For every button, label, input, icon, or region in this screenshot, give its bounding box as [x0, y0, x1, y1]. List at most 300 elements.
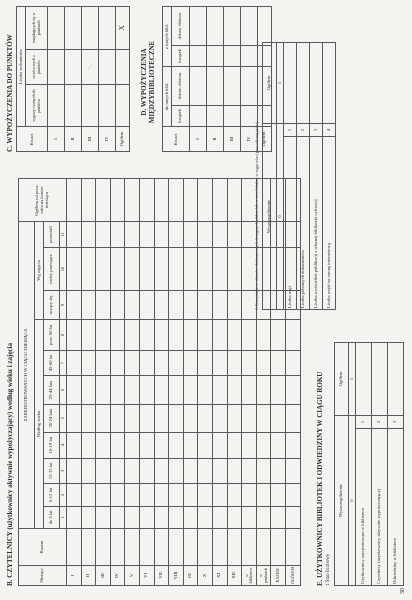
value-cell[interactable] [256, 350, 271, 376]
value-cell[interactable] [183, 222, 198, 248]
value-cell[interactable] [242, 506, 257, 528]
value-cell[interactable] [183, 179, 198, 222]
value-cell[interactable] [242, 320, 257, 351]
value-cell[interactable] [285, 484, 300, 507]
value-cell[interactable] [169, 376, 184, 404]
value-cell[interactable] [65, 7, 82, 50]
value-cell[interactable] [227, 484, 242, 507]
value-cell[interactable] [67, 222, 82, 248]
row-label: Liczba wyświetleń publikacji z własnej biblioteki cyfrowej [310, 137, 323, 310]
col-index: 11 [60, 222, 67, 248]
value-cell[interactable] [96, 247, 111, 290]
age-col-header: 13-15 lat [44, 458, 60, 484]
value-cell[interactable] [190, 105, 207, 126]
value-cell[interactable] [169, 506, 184, 528]
value-cell[interactable] [139, 506, 154, 528]
value-cell[interactable] [227, 528, 242, 565]
value-cell[interactable] [139, 179, 154, 222]
value-cell[interactable] [198, 458, 213, 484]
table-row [67, 179, 82, 586]
total-header: Razem [19, 528, 67, 565]
age-col-header: 25-44 lata [44, 376, 60, 404]
value-cell[interactable] [169, 458, 184, 484]
value-cell[interactable] [271, 432, 286, 458]
value-cell[interactable] [258, 105, 272, 126]
value-cell[interactable] [227, 179, 242, 222]
value-cell[interactable] [154, 432, 169, 458]
value-cell[interactable] [256, 432, 271, 458]
row-label: Liczba sesji [284, 137, 297, 310]
value-cell[interactable] [271, 506, 286, 528]
value-cell[interactable] [212, 404, 227, 432]
value-cell[interactable] [154, 458, 169, 484]
value-cell[interactable] [227, 458, 242, 484]
value-cell[interactable] [169, 247, 184, 290]
value-cell[interactable] [110, 350, 125, 376]
section-c-title: C. WYPOŻYCZENIA DO PUNKTÓW [6, 34, 14, 152]
total-label: Ogółem [116, 127, 130, 152]
value-cell[interactable] [242, 350, 257, 376]
value-cell[interactable] [67, 247, 82, 290]
value-cell[interactable] [82, 7, 99, 50]
value-cell[interactable] [154, 222, 169, 248]
value-cell[interactable] [81, 247, 96, 290]
value-cell[interactable] [271, 484, 286, 507]
index-cell: 0 [277, 124, 284, 310]
value-cell[interactable] [285, 432, 300, 458]
value-cell[interactable] [67, 432, 82, 458]
value-cell[interactable] [242, 458, 257, 484]
value-cell[interactable] [96, 350, 111, 376]
value-cell[interactable] [169, 528, 184, 565]
value-cell[interactable] [139, 320, 154, 351]
table-row [139, 179, 154, 586]
value-cell[interactable] [139, 458, 154, 484]
value-cell[interactable] [224, 105, 241, 126]
value-cell[interactable] [271, 376, 286, 404]
value-cell[interactable] [212, 320, 227, 351]
value-cell[interactable] [198, 179, 213, 222]
table-row [96, 179, 111, 586]
value-cell[interactable] [110, 458, 125, 484]
occupation-col-header: osoby pracujące [44, 247, 60, 290]
value-cell[interactable] [81, 179, 96, 222]
value-cell[interactable] [198, 320, 213, 351]
value-cell[interactable] [241, 67, 258, 106]
quarter-label: I [48, 127, 65, 152]
value-cell[interactable] [110, 179, 125, 222]
total-header: Ogółem [335, 343, 349, 416]
value-cell[interactable] [198, 222, 213, 248]
row-label: VI [139, 565, 154, 585]
value-cell[interactable] [372, 343, 388, 416]
value-cell[interactable] [198, 506, 213, 528]
row-number: 2 [297, 124, 310, 137]
value-cell[interactable] [125, 222, 140, 248]
value-cell[interactable] [125, 528, 140, 565]
value-cell[interactable] [271, 350, 286, 376]
value-cell[interactable] [227, 432, 242, 458]
value-cell[interactable] [125, 179, 140, 222]
row-number: 3 [310, 124, 323, 137]
value-cell[interactable] [96, 528, 111, 565]
value-cell[interactable] [284, 43, 297, 124]
from-other-header: z innych bibl. [163, 7, 172, 67]
value-cell[interactable] [125, 291, 140, 320]
returned-header: zwróco-nych z punktów [26, 49, 48, 84]
row-number: 3 [388, 416, 404, 429]
value-cell[interactable] [212, 247, 227, 290]
value-cell[interactable] [110, 404, 125, 432]
value-cell[interactable] [256, 404, 271, 432]
value-cell[interactable] [81, 484, 96, 507]
value-cell[interactable] [285, 528, 300, 565]
value-cell[interactable] [207, 45, 224, 66]
value-cell[interactable] [190, 7, 207, 46]
value-cell[interactable] [81, 291, 96, 320]
value-cell[interactable] [271, 458, 286, 484]
value-cell[interactable] [154, 291, 169, 320]
value-cell[interactable] [139, 247, 154, 290]
value-cell[interactable] [154, 484, 169, 507]
value-cell[interactable] [198, 247, 213, 290]
age-col-header: 6-12 lat [44, 484, 60, 507]
value-cell[interactable] [198, 432, 213, 458]
col-index: 8 [60, 320, 67, 351]
value-cell[interactable] [285, 350, 300, 376]
value-cell[interactable] [256, 528, 271, 565]
value-cell[interactable] [67, 376, 82, 404]
value-cell[interactable] [183, 458, 198, 484]
value-cell[interactable] [297, 43, 310, 124]
crossed-cell: X [116, 7, 130, 50]
value-cell[interactable] [96, 432, 111, 458]
value-cell[interactable] [67, 506, 82, 528]
electronic-usage-table [262, 42, 336, 310]
value-cell[interactable] [48, 7, 65, 50]
value-cell[interactable] [81, 350, 96, 376]
value-cell[interactable] [125, 404, 140, 432]
value-cell[interactable] [99, 85, 116, 127]
value-cell[interactable] [139, 484, 154, 507]
value-cell[interactable] [110, 222, 125, 248]
value-cell[interactable] [67, 350, 82, 376]
row-label: Liczba wejść na stronę internetową [323, 137, 336, 310]
value-cell[interactable] [212, 222, 227, 248]
value-cell[interactable] [227, 320, 242, 351]
value-cell[interactable] [241, 7, 258, 46]
value-cell[interactable] [139, 432, 154, 458]
value-cell[interactable] [110, 320, 125, 351]
value-cell[interactable] [67, 320, 82, 351]
value-cell[interactable] [285, 506, 300, 528]
value-cell[interactable] [241, 45, 258, 66]
value-cell[interactable] [81, 376, 96, 404]
total-label: Ogółem [258, 127, 272, 152]
table-row [169, 179, 184, 586]
value-cell[interactable] [96, 291, 111, 320]
books-header: książek [172, 105, 190, 126]
value-cell[interactable] [242, 376, 257, 404]
value-cell[interactable] [169, 432, 184, 458]
value-cell[interactable] [154, 179, 169, 222]
e-docs-header: dokum. elektron. [172, 67, 190, 106]
value-cell[interactable] [212, 350, 227, 376]
value-cell[interactable] [67, 291, 82, 320]
value-cell[interactable] [224, 45, 241, 66]
value-cell[interactable] [212, 376, 227, 404]
value-cell[interactable] [310, 43, 323, 124]
value-cell[interactable] [183, 432, 198, 458]
page-number: 30 [400, 588, 406, 594]
value-cell[interactable] [227, 247, 242, 290]
value-cell[interactable] [65, 49, 82, 84]
value-cell[interactable] [99, 7, 116, 50]
value-cell[interactable] [183, 506, 198, 528]
value-cell[interactable] [183, 291, 198, 320]
occupation-col-header: pozostali [44, 222, 60, 248]
value-cell[interactable] [67, 179, 82, 222]
value-cell[interactable] [96, 506, 111, 528]
value-cell[interactable] [81, 222, 96, 248]
row-number: 1 [284, 124, 297, 137]
value-cell[interactable] [227, 506, 242, 528]
value-cell[interactable] [271, 320, 286, 351]
value-cell[interactable] [154, 320, 169, 351]
value-cell[interactable] [198, 376, 213, 404]
value-cell[interactable] [227, 376, 242, 404]
value-cell[interactable] [224, 67, 241, 106]
table-row [110, 179, 125, 586]
spec-header: Wyszczególnienie [263, 124, 277, 310]
value-cell[interactable] [169, 179, 184, 222]
col-index: 3 [60, 458, 67, 484]
value-cell[interactable] [271, 404, 286, 432]
value-cell[interactable] [183, 484, 198, 507]
value-cell[interactable] [96, 404, 111, 432]
value-cell[interactable] [110, 506, 125, 528]
value-cell[interactable] [125, 458, 140, 484]
value-cell[interactable] [285, 458, 300, 484]
value-cell[interactable] [81, 404, 96, 432]
row-label: Liczba pobranych dokumentów [297, 137, 310, 310]
value-cell[interactable] [271, 528, 286, 565]
value-cell[interactable] [125, 247, 140, 290]
value-cell[interactable] [96, 320, 111, 351]
total-header: Ogółem [263, 43, 277, 124]
quarter-label: IV [241, 127, 258, 152]
row-number: 2 [372, 416, 388, 429]
value-cell[interactable] [212, 432, 227, 458]
value-cell[interactable] [99, 49, 116, 84]
value-cell[interactable] [183, 528, 198, 565]
value-cell[interactable] [183, 404, 198, 432]
value-cell[interactable] [190, 45, 207, 66]
value-cell[interactable] [242, 432, 257, 458]
cumulative-header: Ogółem od pocz. roku na koniec miesiąca [19, 179, 67, 222]
value-cell[interactable] [67, 484, 82, 507]
value-cell[interactable] [227, 350, 242, 376]
value-cell[interactable] [125, 484, 140, 507]
value-cell[interactable] [110, 484, 125, 507]
value-cell[interactable] [224, 7, 241, 46]
age-col-header: do 5 lat [44, 506, 60, 528]
value-cell[interactable] [169, 484, 184, 507]
value-cell[interactable] [323, 43, 336, 124]
value-cell[interactable] [110, 376, 125, 404]
value-cell[interactable] [285, 376, 300, 404]
value-cell[interactable] [190, 67, 207, 106]
value-cell[interactable] [169, 222, 184, 248]
value-cell[interactable] [212, 291, 227, 320]
value-cell[interactable] [67, 528, 82, 565]
table-row [227, 179, 242, 586]
row-label: XII [227, 565, 242, 585]
value-cell[interactable] [96, 376, 111, 404]
value-cell[interactable] [48, 49, 65, 84]
loaned-out-header: wypoży-czonych do punktów [26, 85, 48, 127]
value-cell[interactable] [110, 432, 125, 458]
col-index: 5 [60, 404, 67, 432]
value-cell[interactable] [154, 247, 169, 290]
value-cell[interactable] [125, 350, 140, 376]
value-cell[interactable] [67, 458, 82, 484]
value-cell[interactable] [139, 350, 154, 376]
value-cell[interactable] [212, 179, 227, 222]
value-cell[interactable] [154, 528, 169, 565]
value-cell[interactable] [48, 85, 65, 127]
table-row [81, 179, 96, 586]
row-label: OGÓŁEM [285, 565, 300, 585]
value-cell[interactable] [183, 247, 198, 290]
age-col-header: 16-19 lat [44, 432, 60, 458]
value-cell[interactable] [207, 105, 224, 126]
quarter-label: IV [99, 127, 116, 152]
value-cell[interactable] [81, 506, 96, 528]
value-cell[interactable] [116, 49, 130, 84]
value-cell[interactable] [227, 222, 242, 248]
value-cell[interactable] [242, 484, 257, 507]
value-cell[interactable] [154, 506, 169, 528]
value-cell[interactable] [207, 7, 224, 46]
value-cell[interactable] [256, 458, 271, 484]
col-index: 6 [60, 376, 67, 404]
value-cell[interactable] [169, 291, 184, 320]
value-cell[interactable] [116, 85, 130, 127]
value-cell[interactable] [81, 458, 96, 484]
index-cell: 0 [349, 416, 356, 586]
value-cell[interactable] [82, 85, 99, 127]
value-cell[interactable] [388, 343, 404, 416]
value-cell[interactable] [242, 404, 257, 432]
row-label: VIII [169, 565, 184, 585]
value-cell[interactable] [125, 432, 140, 458]
value-cell[interactable] [285, 404, 300, 432]
quarter-header: Kwart. [17, 127, 48, 152]
value-cell[interactable] [258, 7, 272, 46]
value-cell[interactable] [212, 484, 227, 507]
value-cell[interactable] [198, 484, 213, 507]
row-label: RAZEM [271, 565, 286, 585]
value-cell[interactable] [139, 404, 154, 432]
value-cell[interactable] [154, 404, 169, 432]
value-cell[interactable] [139, 291, 154, 320]
value-cell[interactable] [96, 222, 111, 248]
col-index: 2 [60, 484, 67, 507]
value-cell[interactable] [356, 343, 372, 416]
value-cell[interactable] [183, 320, 198, 351]
row-label: Czytelnicy (użytkownicy aktywnie wypożyczający) [372, 429, 388, 586]
value-cell[interactable] [110, 291, 125, 320]
value-cell[interactable] [65, 85, 82, 127]
books-header: książek [172, 45, 190, 66]
value-cell[interactable] [212, 528, 227, 565]
value-cell[interactable] [81, 320, 96, 351]
value-cell[interactable] [256, 506, 271, 528]
value-cell[interactable] [125, 506, 140, 528]
value-cell[interactable] [285, 320, 300, 351]
value-cell[interactable] [227, 404, 242, 432]
to-other-header: do innych bibl. [163, 67, 172, 127]
row-label: X [198, 565, 213, 585]
value-cell[interactable] [125, 376, 140, 404]
value-cell[interactable] [154, 376, 169, 404]
value-cell[interactable] [169, 350, 184, 376]
value-cell[interactable] [81, 528, 96, 565]
value-cell[interactable] [110, 528, 125, 565]
section-d-title: D. WYPOŻYCZENIA MIĘDZYBIBLIOTECZNE [140, 40, 156, 124]
value-cell[interactable] [96, 179, 111, 222]
age-col-header: 20-24 lata [44, 404, 60, 432]
value-cell[interactable] [96, 458, 111, 484]
value-cell[interactable] [139, 528, 154, 565]
table-row [183, 179, 198, 586]
value-cell[interactable] [81, 432, 96, 458]
value-cell[interactable] [242, 528, 257, 565]
value-cell[interactable] [169, 320, 184, 351]
row-label: XI [212, 565, 227, 585]
value-cell[interactable] [139, 376, 154, 404]
value-cell[interactable]: ' , [82, 49, 99, 84]
value-cell[interactable] [258, 45, 272, 66]
value-cell[interactable] [212, 458, 227, 484]
quarter-label: III [82, 127, 99, 152]
value-cell[interactable] [198, 291, 213, 320]
value-cell[interactable] [256, 376, 271, 404]
value-cell[interactable] [154, 350, 169, 376]
value-cell[interactable] [227, 291, 242, 320]
value-cell[interactable] [169, 404, 184, 432]
value-cell[interactable] [198, 350, 213, 376]
value-cell[interactable] [125, 320, 140, 351]
value-cell[interactable] [256, 484, 271, 507]
value-cell[interactable] [241, 105, 258, 126]
value-cell[interactable] [207, 67, 224, 106]
value-cell[interactable] [110, 247, 125, 290]
value-cell[interactable] [212, 506, 227, 528]
value-cell[interactable] [183, 376, 198, 404]
value-cell[interactable] [198, 404, 213, 432]
value-cell[interactable] [198, 528, 213, 565]
value-cell[interactable] [67, 404, 82, 432]
spec-header: Wyszczególnienie [335, 416, 349, 586]
value-cell[interactable] [96, 484, 111, 507]
value-cell[interactable] [139, 222, 154, 248]
value-cell[interactable] [183, 350, 198, 376]
row-label: II [81, 565, 96, 585]
value-cell[interactable] [256, 320, 271, 351]
value-cell[interactable] [258, 67, 272, 106]
